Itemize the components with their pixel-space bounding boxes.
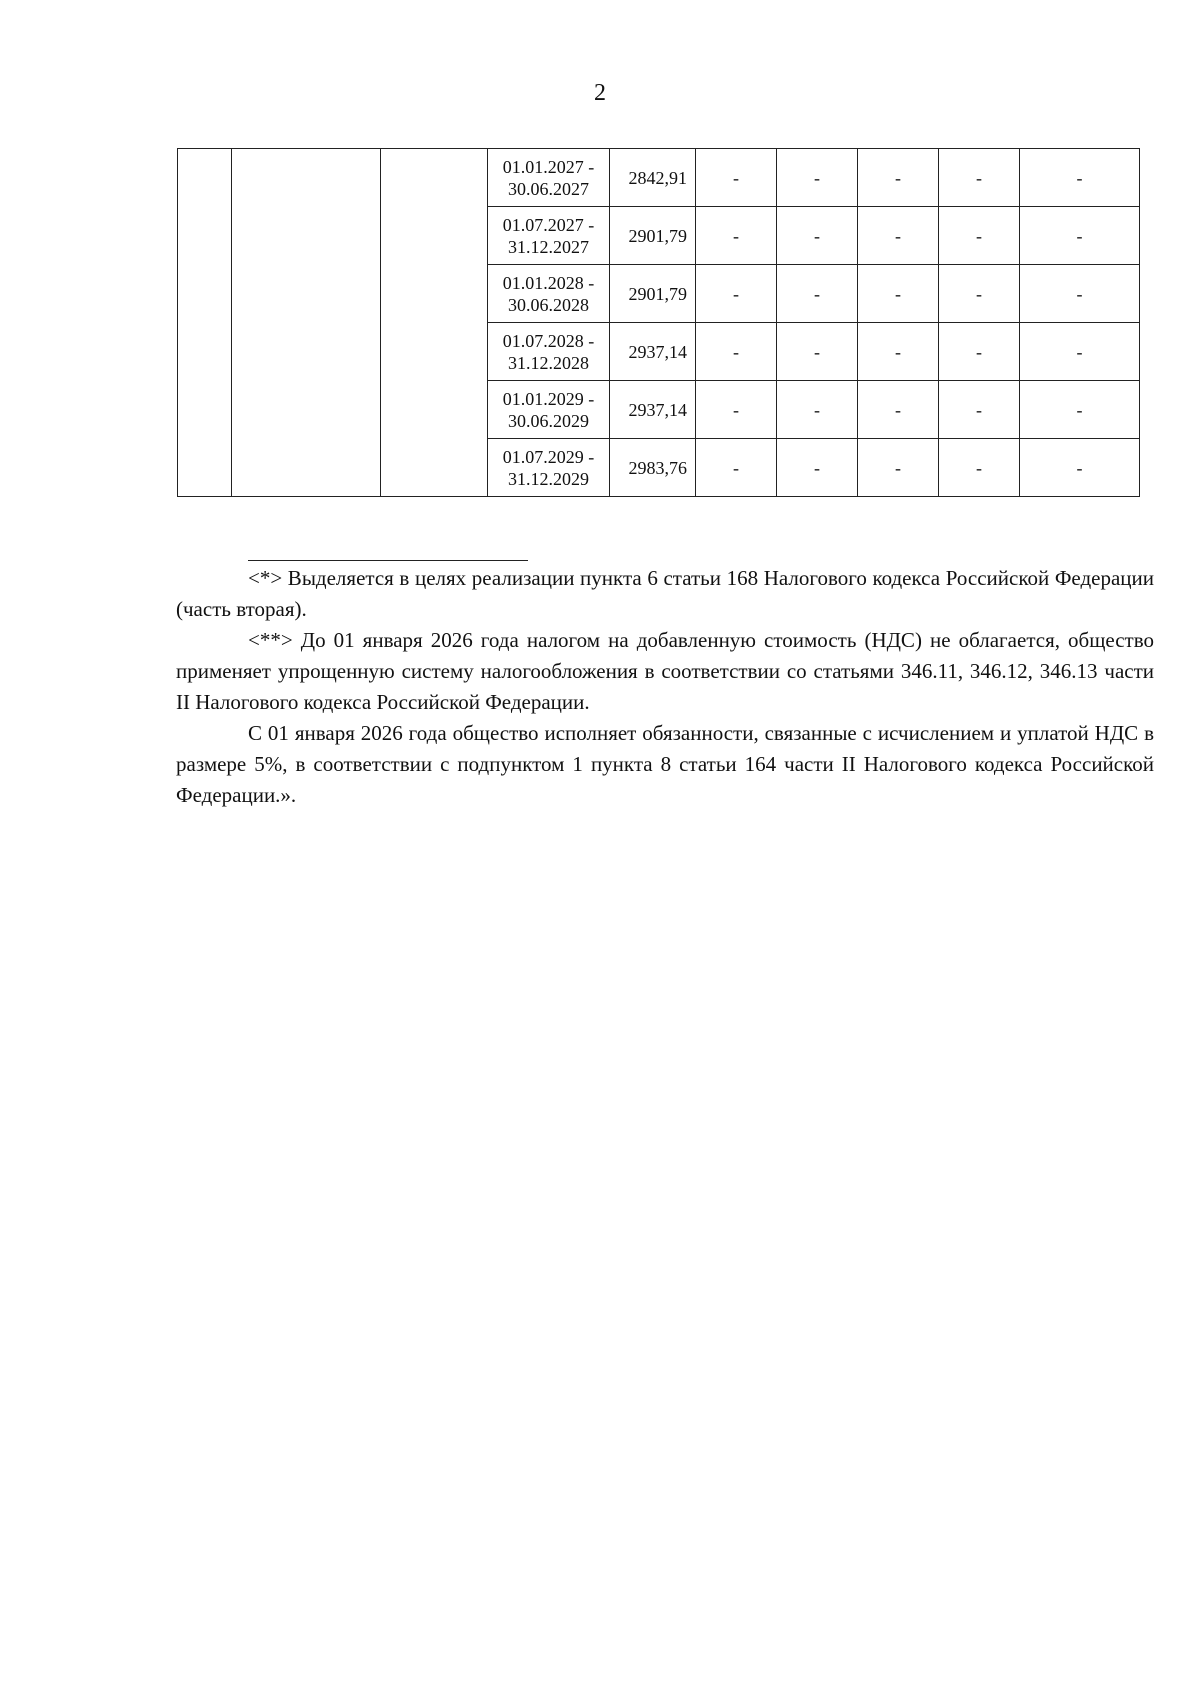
period-cell [488, 149, 610, 207]
dash-cell: - [1020, 207, 1140, 265]
period-start: 01.07.2028 - [502, 330, 595, 351]
tariff-value: 2842,91 [610, 149, 696, 207]
dash-cell: - [939, 149, 1020, 207]
period-cell [488, 207, 610, 265]
footnotes [176, 563, 1154, 811]
dash-cell: - [1020, 381, 1140, 439]
dash-cell: - [696, 265, 777, 323]
table-row [178, 149, 1140, 207]
dash-cell: - [696, 323, 777, 381]
dash-cell: - [1020, 323, 1140, 381]
period-start: 01.01.2027 - [502, 156, 595, 177]
footnote-single-asterisk: <*> Выделяется в целях реализации пункта 6 статьи 168 Налогового кодекса Российской Федерации (часть вторая). [176, 566, 1154, 621]
dash-cell: - [1020, 439, 1140, 497]
period-end: 31.12.2028 [508, 352, 589, 373]
tariff-value: 2901,79 [610, 265, 696, 323]
dash-cell: - [696, 207, 777, 265]
period-cell [488, 439, 610, 497]
table-body [178, 149, 1140, 497]
tariff-value: 2937,14 [610, 381, 696, 439]
footnote-double-asterisk: <**> До 01 января 2026 года налогом на добавленную стоимость (НДС) не облагается, общество применяет упрощенную систему налогообложения в соответствии со статьями 346.11, 346.12, 346.13 части II Налогового кодекса Российской Федерации. [176, 628, 1154, 714]
dash-cell: - [858, 149, 939, 207]
footnote-separator [248, 560, 528, 561]
footnote-vat-paragraph: С 01 января 2026 года общество исполняет обязанности, связанные с исчислением и уплатой НДС в размере 5%, в соответствии с подпунктом 1 пункта 8 статьи 164 части II Налогового кодекса Российской Федерации.». [176, 721, 1154, 807]
empty-cell [178, 149, 232, 497]
period-end: 30.06.2027 [508, 178, 589, 199]
period-start: 01.01.2028 - [502, 272, 595, 293]
period-end: 30.06.2029 [508, 410, 589, 431]
dash-cell: - [777, 323, 858, 381]
dash-cell: - [696, 149, 777, 207]
period-start: 01.07.2027 - [502, 214, 595, 235]
dash-cell: - [696, 381, 777, 439]
period-end: 31.12.2029 [508, 468, 589, 489]
period-end: 31.12.2027 [508, 236, 589, 257]
dash-cell: - [858, 207, 939, 265]
tariff-table [177, 148, 1140, 497]
dash-cell: - [777, 265, 858, 323]
dash-cell: - [939, 381, 1020, 439]
dash-cell: - [696, 439, 777, 497]
period-start: 01.07.2029 - [502, 446, 595, 467]
period-cell [488, 323, 610, 381]
period-end: 30.06.2028 [508, 294, 589, 315]
dash-cell: - [858, 439, 939, 497]
period-start: 01.01.2029 - [502, 388, 595, 409]
empty-cell [232, 149, 381, 497]
period-cell [488, 265, 610, 323]
dash-cell: - [1020, 265, 1140, 323]
dash-cell: - [858, 323, 939, 381]
empty-cell [381, 149, 488, 497]
tariff-value: 2937,14 [610, 323, 696, 381]
dash-cell: - [777, 439, 858, 497]
dash-cell: - [777, 149, 858, 207]
dash-cell: - [1020, 149, 1140, 207]
dash-cell: - [939, 439, 1020, 497]
tariff-value: 2901,79 [610, 207, 696, 265]
dash-cell: - [777, 207, 858, 265]
period-cell [488, 381, 610, 439]
dash-cell: - [858, 265, 939, 323]
dash-cell: - [858, 381, 939, 439]
page-number: 2 [594, 80, 606, 106]
dash-cell: - [939, 265, 1020, 323]
dash-cell: - [939, 207, 1020, 265]
dash-cell: - [939, 323, 1020, 381]
tariff-value: 2983,76 [610, 439, 696, 497]
dash-cell: - [777, 381, 858, 439]
